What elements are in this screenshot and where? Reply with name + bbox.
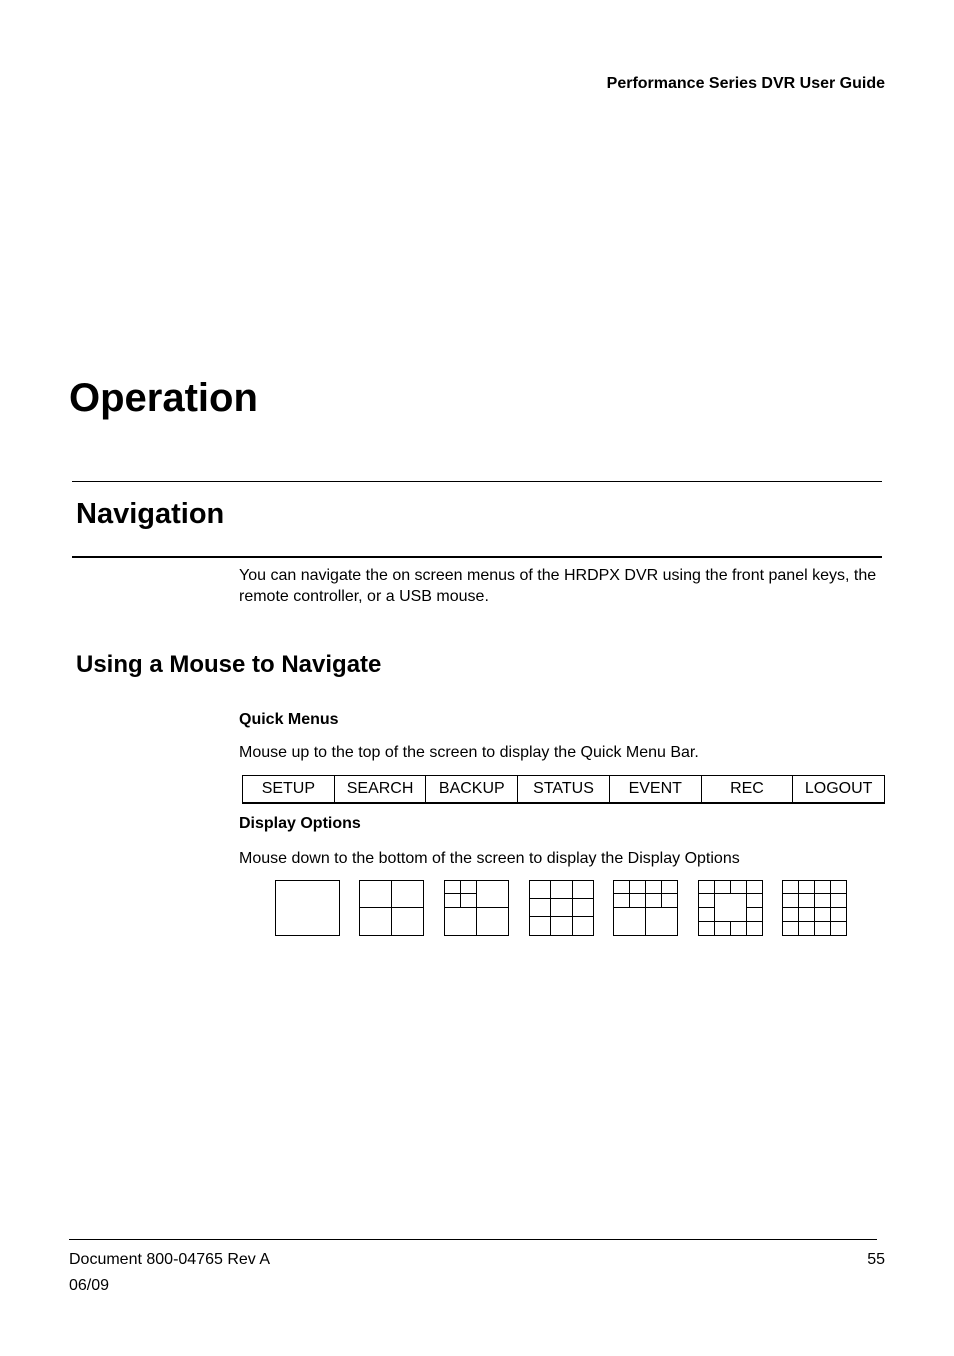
ten-split-layout-icon[interactable] [614,881,678,936]
quick-menus-text: Mouse up to the top of the screen to display the Quick Menu Bar. [239,744,699,761]
menu-item-event[interactable]: EVENT [610,776,702,802]
menu-item-logout[interactable]: LOGOUT [804,780,873,797]
running-header: Performance Series DVR User Guide [606,75,885,92]
footer-document-info [69,1247,270,1299]
page-number: 55 [867,1251,885,1268]
menu-item-backup[interactable]: BACKUP [426,776,518,802]
section-top-rule [72,481,882,482]
quad-layout-icon[interactable] [360,881,424,936]
menu-item-search[interactable]: SEARCH [335,776,427,802]
menu-item-status[interactable]: STATUS [518,776,610,802]
display-options-heading: Display Options [239,815,361,832]
footer-date: 06/09 [69,1277,110,1294]
nine-split-layout-icon[interactable] [530,881,594,936]
quick-menu-bar [242,775,885,804]
display-options-svg [0,879,954,939]
footer-document-number: Document 800-04765 Rev A [69,1251,271,1268]
full-screen-layout-icon[interactable] [276,881,340,936]
menu-item-rec[interactable]: REC [702,776,794,802]
six-split-layout-icon[interactable] [445,881,509,936]
quick-menus-heading: Quick Menus [239,711,339,728]
subsection-title-mouse: Using a Mouse to Navigate [76,651,382,678]
display-options-bar [0,879,954,939]
sixteen-split-layout-icon[interactable] [783,881,847,936]
navigation-intro-text: You can navigate the on screen menus of the HRDPX DVR using the front panel keys, the remote controller, or a USB mouse. [239,567,877,605]
thirteen-split-layout-icon[interactable] [699,881,763,936]
display-options-text: Mouse down to the bottom of the screen to display the Display Options [239,850,740,867]
section-title-navigation: Navigation [76,498,225,530]
footer-rule [69,1239,877,1240]
section-bottom-rule [72,556,882,558]
menu-item-setup[interactable]: SETUP [243,776,335,802]
chapter-title: Operation [69,376,258,420]
